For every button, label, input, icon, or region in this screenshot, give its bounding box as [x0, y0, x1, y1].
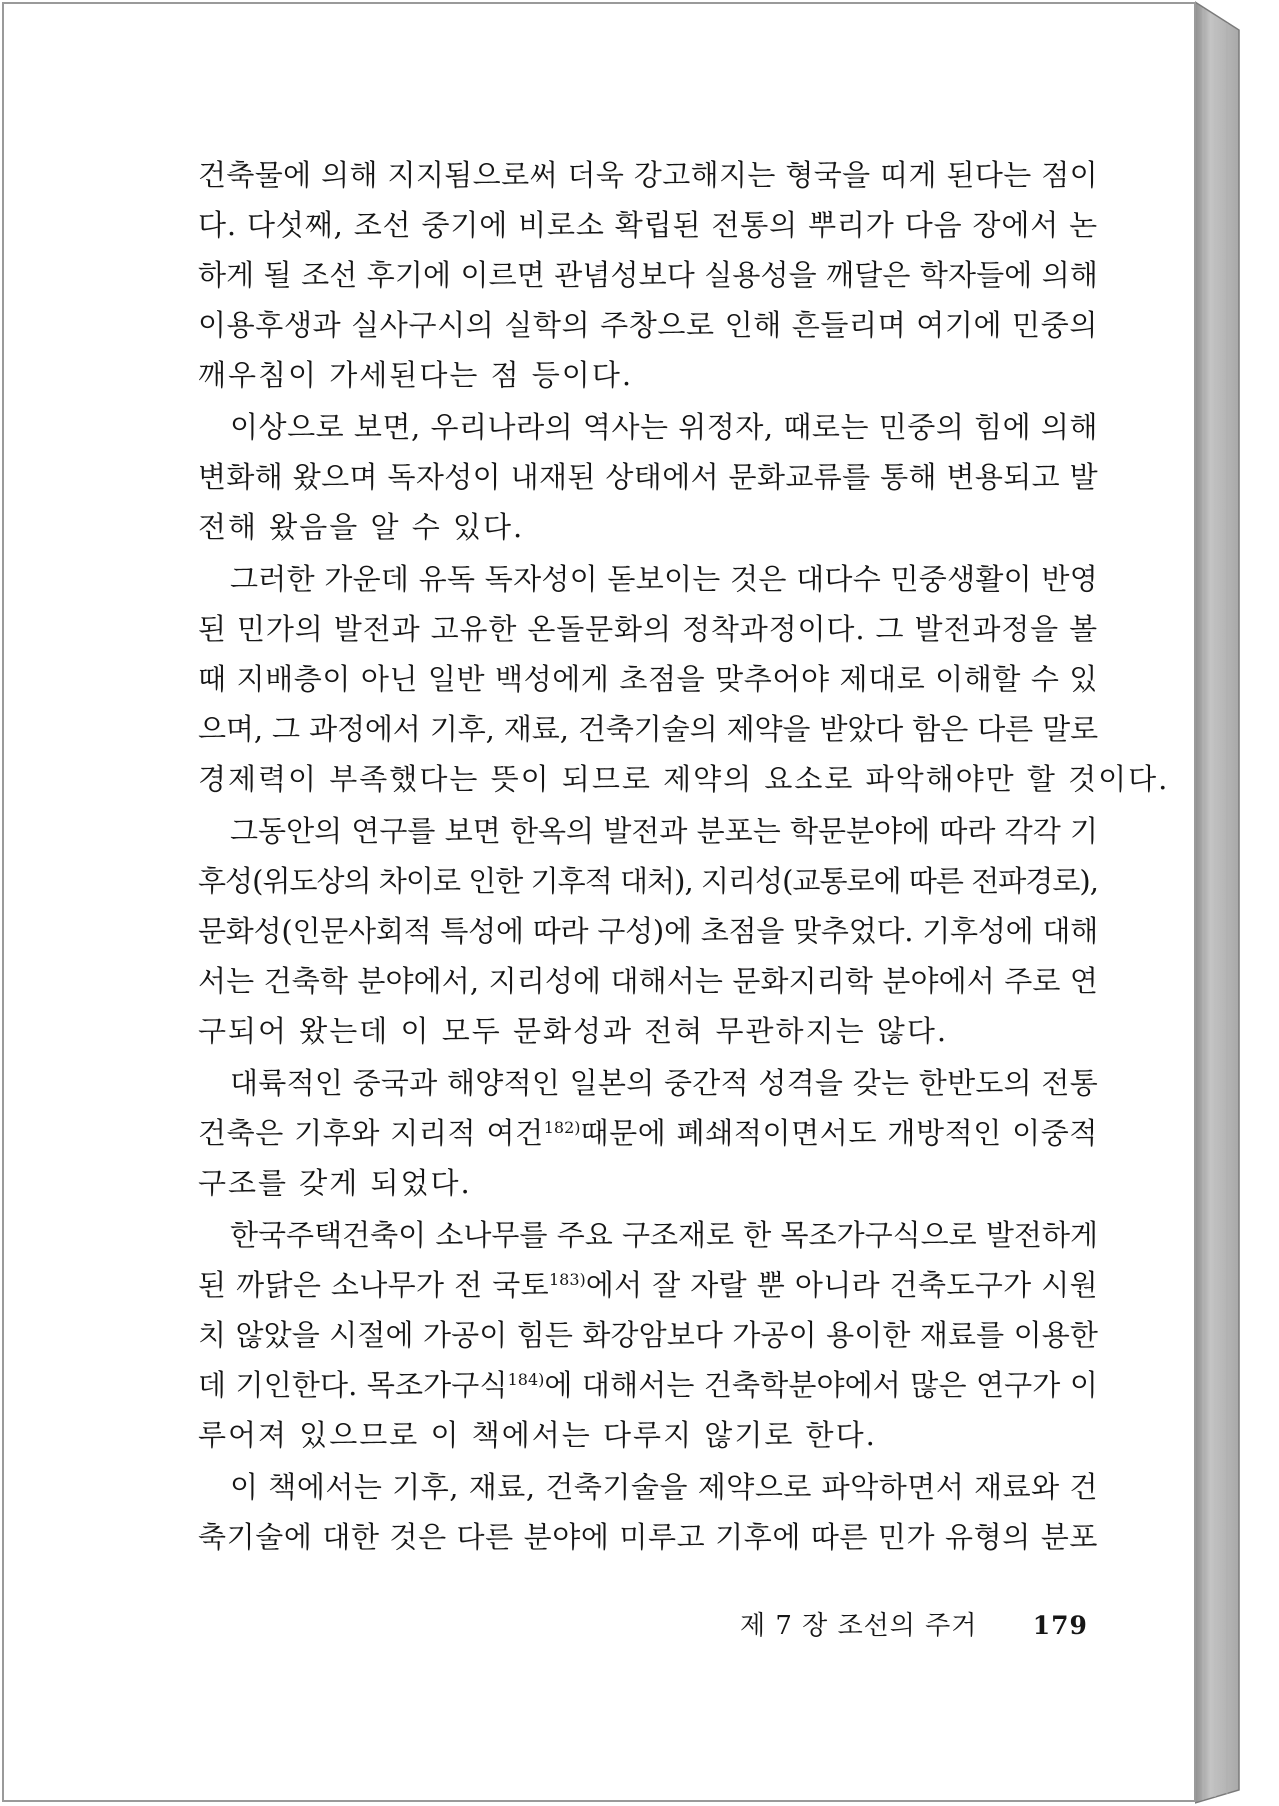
book-edge [1195, 0, 1279, 1806]
text-line-with-footnote [198, 1360, 1098, 1410]
text-line-with-footnote [198, 1260, 1098, 1310]
text-line: 경제력이 부족했다는 뜻이 되므로 제약의 요소로 파악해야만 할 것이다. [198, 762, 1170, 796]
text-line: 대륙적인 중국과 해양적인 일본의 중간적 성격을 갖는 한반도의 전통 [230, 1066, 1098, 1100]
text-line: 치 않았을 시절에 가공이 힘든 화강암보다 가공이 용이한 재료를 이용한 [198, 1318, 1098, 1352]
text-line: 된 민가의 발전과 고유한 온돌문화의 정착과정이다. 그 발전과정을 볼 [198, 612, 1098, 646]
text-line: 서는 건축학 분야에서, 지리성에 대해서는 문화지리학 분야에서 주로 연 [198, 964, 1098, 998]
footnote-ref-184[interactable]: 184) [507, 1370, 545, 1389]
text-line-with-footnote [198, 1108, 1098, 1158]
body-text [198, 150, 1170, 1564]
paragraph-2 [198, 402, 1098, 552]
paragraph-1 [198, 150, 1098, 400]
text-line: 하게 될 조선 후기에 이르면 관념성보다 실용성을 깨달은 학자들에 의해 [198, 258, 1098, 292]
page-footer [740, 1605, 1088, 1642]
paragraph-6 [198, 1210, 1098, 1460]
paragraph-5 [198, 1058, 1098, 1208]
text-line: 루어져 있으므로 이 책에서는 다루지 않기로 한다. [198, 1418, 877, 1452]
text-segment: 된 까닭은 소나무가 전 국토 [198, 1268, 549, 1302]
text-line: 구조를 갖게 되었다. [198, 1166, 472, 1200]
text-line: 다. 다섯째, 조선 중기에 비로소 확립된 전통의 뿌리가 다음 장에서 논 [198, 208, 1098, 242]
text-line: 구되어 왔는데 이 모두 문화성과 전혀 무관하지는 않다. [198, 1014, 949, 1048]
paragraph-3 [198, 554, 1170, 804]
text-line: 변화해 왔으며 독자성이 내재된 상태에서 문화교류를 통해 변용되고 발 [198, 460, 1098, 494]
paragraph-7 [198, 1462, 1098, 1562]
footnote-ref-182[interactable]: 182) [543, 1118, 581, 1137]
text-line: 축기술에 대한 것은 다른 분야에 미루고 기후에 따른 민가 유형의 분포 [198, 1520, 1098, 1554]
text-line: 그동안의 연구를 보면 한옥의 발전과 분포는 학문분야에 따라 각각 기 [230, 814, 1098, 848]
text-line: 후성(위도상의 차이로 인한 기후적 대처), 지리성(교통로에 따른 전파경로), [198, 864, 1098, 898]
footnote-ref-183[interactable]: 183) [548, 1270, 586, 1289]
text-line: 전해 왔음을 알 수 있다. [198, 510, 525, 544]
text-segment: 건축은 기후와 지리적 여건 [198, 1116, 544, 1150]
book-edge-graphic [1195, 0, 1279, 1806]
page-number: 179 [1032, 1611, 1088, 1640]
text-line: 으며, 그 과정에서 기후, 재료, 건축기술의 제약을 받았다 함은 다른 말로 [198, 712, 1098, 746]
text-line: 한국주택건축이 소나무를 주요 구조재로 한 목조가구식으로 발전하게 [230, 1218, 1098, 1252]
running-footer-chapter: 제 7 장 조선의 주거 [740, 1611, 978, 1641]
text-line: 건축물에 의해 지지됨으로써 더욱 강고해지는 형국을 띠게 된다는 점이 [198, 158, 1098, 192]
text-line: 이 책에서는 기후, 재료, 건축기술을 제약으로 파악하면서 재료와 건 [230, 1470, 1098, 1504]
text-line: 문화성(인문사회적 특성에 따라 구성)에 초점을 맞추었다. 기후성에 대해 [198, 914, 1098, 948]
text-segment: 데 기인한다. 목조가구식 [198, 1368, 508, 1402]
text-line: 때 지배층이 아닌 일반 백성에게 초점을 맞추어야 제대로 이해할 수 있 [198, 662, 1098, 696]
text-line: 이용후생과 실사구시의 실학의 주창으로 인해 흔들리며 여기에 민중의 [198, 308, 1098, 342]
text-segment: 에 대해서는 건축학분야에서 많은 연구가 이 [544, 1368, 1098, 1402]
paragraph-4 [198, 806, 1098, 1056]
text-segment: 에서 잘 자랄 뿐 아니라 건축도구가 시원 [585, 1268, 1099, 1302]
text-line: 그러한 가운데 유독 독자성이 돋보이는 것은 대다수 민중생활이 반영 [230, 562, 1098, 596]
text-line: 이상으로 보면, 우리나라의 역사는 위정자, 때로는 민중의 힘에 의해 [230, 410, 1098, 444]
text-segment: 때문에 폐쇄적이면서도 개방적인 이중적 [580, 1116, 1099, 1150]
text-line: 깨우침이 가세된다는 점 등이다. [198, 358, 634, 392]
